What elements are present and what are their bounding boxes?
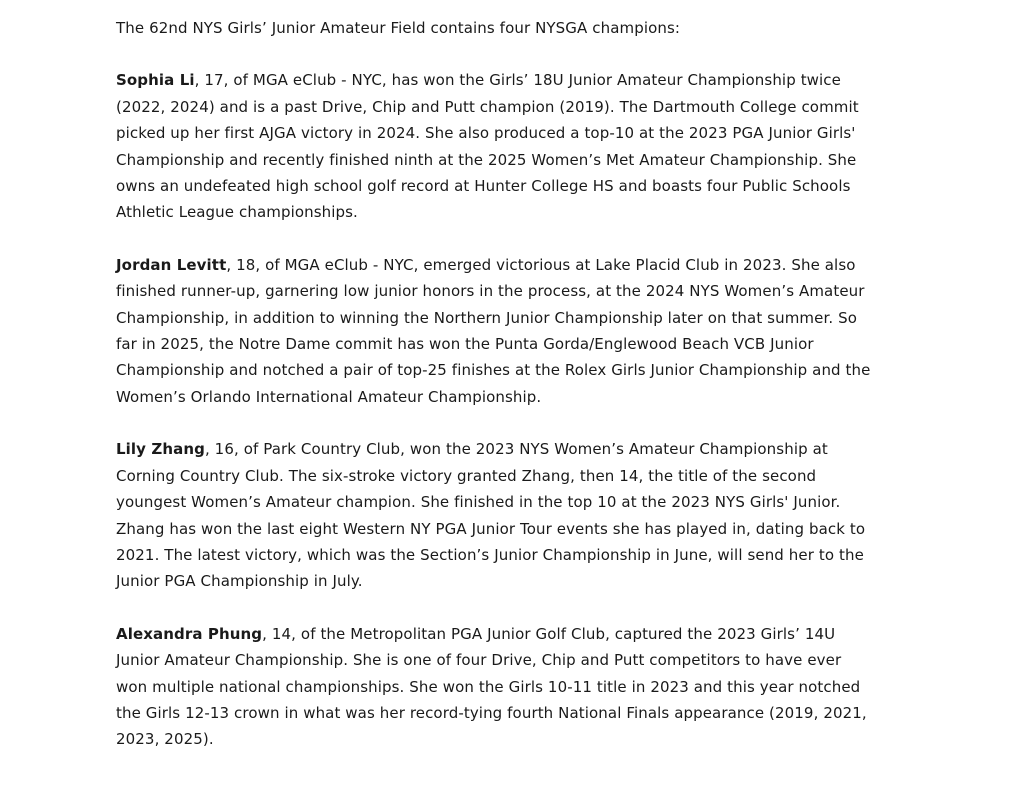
paragraph-alexandra-phung (116, 621, 968, 753)
paragraph-line: 2023, 2025). (116, 730, 214, 749)
paragraph-line: , 17, of MGA eClub - NYC, has won the Girls’ 18U Junior Amateur Championship twice (194, 71, 841, 90)
paragraph-line: far in 2025, the Notre Dame commit has won the Punta Gorda/Englewood Beach VCB Junior (116, 335, 814, 354)
paragraph-line: Championship and recently finished ninth at the 2025 Women’s Met Amateur Championship. She (116, 150, 857, 169)
paragraph-line: (2022, 2024) and is a past Drive, Chip and Putt champion (2019). The Dartmouth College commit (116, 97, 859, 116)
paragraph-jordan-levitt (116, 252, 968, 410)
golfer-name: Alexandra Phung (116, 624, 263, 643)
paragraph-line: Zhang has won the last eight Western NY PGA Junior Tour events she has played in, dating back to (116, 519, 866, 538)
paragraph-line: finished runner-up, garnering low junior honors in the process, at the 2024 NYS Women’s Amateur (116, 282, 865, 301)
paragraph-line: , 14, of the Metropolitan PGA Junior Golf Club, captured the 2023 Girls’ 14U (262, 624, 836, 643)
paragraph-line: Corning Country Club. The six-stroke victory granted Zhang, then 14, the title of the second (116, 466, 817, 485)
intro-paragraph (116, 15, 968, 41)
golfer-name: Lily Zhang (116, 440, 205, 459)
golfer-name: Jordan Levitt (116, 255, 227, 274)
intro-text: The 62nd NYS Girls’ Junior Amateur Field contains four NYSGA champions: (116, 19, 681, 37)
paragraph-line: picked up her first AJGA victory in 2024. She also produced a top-10 at the 2023 PGA Junior Girls' (116, 124, 856, 143)
paragraph-sophia-li (116, 67, 968, 225)
paragraph-line: , 16, of Park Country Club, won the 2023 NYS Women’s Amateur Championship at (204, 440, 828, 459)
paragraph-line: youngest Women’s Amateur champion. She finished in the top 10 at the 2023 NYS Girls' Junior. (116, 493, 841, 512)
paragraph-line: Junior PGA Championship in July. (116, 572, 363, 591)
paragraph-line: Women’s Orlando International Amateur Championship. (116, 387, 542, 406)
paragraph-line: won multiple national championships. She won the Girls 10-11 title in 2023 and this year notched (116, 677, 861, 696)
paragraph-line: , 18, of MGA eClub - NYC, emerged victorious at Lake Placid Club in 2023. She also (226, 255, 856, 274)
paragraph-line: Championship, in addition to winning the Northern Junior Championship later on that summer. So (116, 308, 857, 327)
golfer-name: Sophia Li (116, 71, 195, 90)
paragraph-line: Athletic League championships. (116, 203, 358, 222)
paragraph-line: owns an undefeated high school golf record at Hunter College HS and boasts four Public Schools (116, 177, 851, 196)
paragraph-line: 2021. The latest victory, which was the Section’s Junior Championship in June, will send her to the (116, 545, 864, 564)
paragraph-lily-zhang (116, 436, 968, 594)
paragraph-line: the Girls 12-13 crown in what was her record-tying fourth National Finals appearance (2019, 2021, (116, 703, 867, 722)
paragraph-line: Junior Amateur Championship. She is one of four Drive, Chip and Putt competitors to have ever (116, 651, 842, 670)
paragraph-line: Championship and notched a pair of top-25 finishes at the Rolex Girls Junior Championship and the (116, 361, 871, 380)
